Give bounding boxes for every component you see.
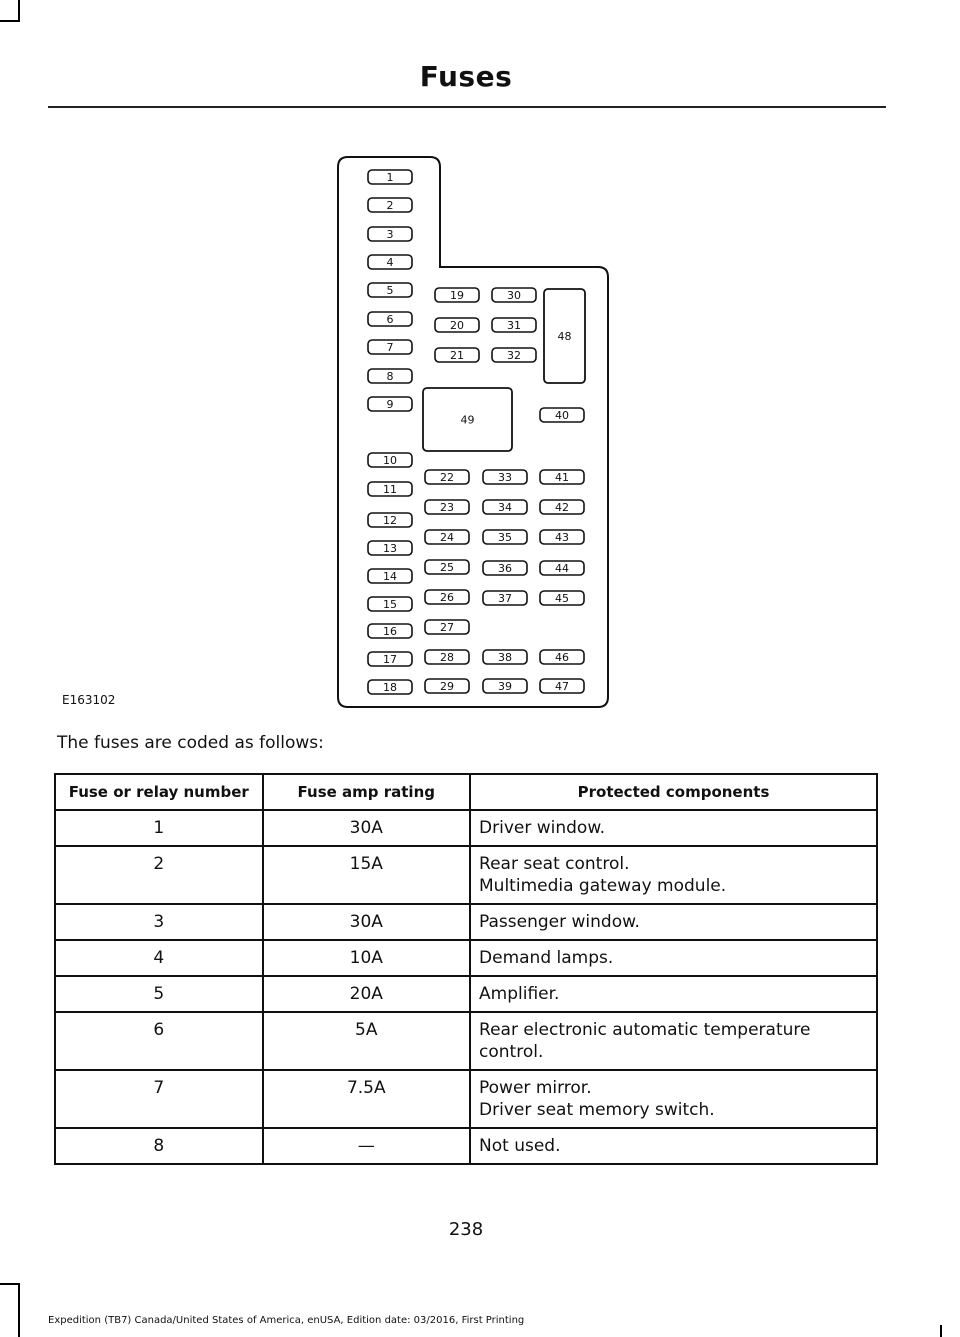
fuse-label: 13 [383, 542, 397, 555]
fuse-label: 5 [386, 284, 394, 297]
table-row [55, 810, 877, 846]
amp-rating-cell: 10A [263, 940, 470, 976]
fuse-label: 41 [555, 471, 569, 484]
fuse-slot [540, 470, 584, 484]
component-line: Not used. [479, 1136, 561, 1156]
fuse-slot [425, 679, 469, 693]
component-line: Demand lamps. [479, 948, 614, 968]
protected-components-cell [470, 940, 877, 976]
fuse-label: 2 [386, 199, 394, 212]
page-number: 238 [448, 1219, 484, 1240]
fuse-slot [368, 227, 412, 241]
table-row [55, 976, 877, 1012]
fuse-slot [368, 513, 412, 527]
crop-mark [18, 0, 20, 22]
fuse-slot [425, 620, 469, 634]
fuse-label: 40 [555, 409, 569, 422]
fuse-label: 32 [507, 349, 521, 362]
fuse-label: 44 [555, 562, 569, 575]
fuse-slot [540, 591, 584, 605]
fuse-slot [540, 408, 584, 422]
fuse-label: 15 [383, 598, 397, 611]
protected-components-cell [470, 976, 877, 1012]
fuse-label: 20 [450, 319, 464, 332]
fuse-label: 17 [383, 653, 397, 666]
component-line: Driver seat memory switch. [479, 1100, 715, 1120]
fuse-label: 21 [450, 349, 464, 362]
fuse-slot [368, 453, 412, 467]
fuse-label: 33 [498, 471, 512, 484]
fuse-slot [368, 597, 412, 611]
intro-text: The fuses are coded as follows: [57, 733, 324, 753]
fuse-label: 22 [440, 471, 454, 484]
fuse-slot [425, 560, 469, 574]
page-title: Fuses [419, 60, 513, 93]
fuse-slot [368, 397, 412, 411]
fuse-slot [540, 650, 584, 664]
fuse-slot [368, 569, 412, 583]
fuse-slot [492, 288, 536, 302]
fuse-label: 19 [450, 289, 464, 302]
fuse-label: 35 [498, 531, 512, 544]
fuse-label: 24 [440, 531, 454, 544]
crop-mark [0, 20, 20, 22]
protected-components-cell [470, 1128, 877, 1164]
component-line: Rear electronic automatic temperature control. [479, 1020, 811, 1062]
amp-rating-cell: 30A [263, 810, 470, 846]
fuse-number-cell: 5 [55, 976, 263, 1012]
fuse-slot [425, 590, 469, 604]
table-row [55, 1012, 877, 1070]
fuse-label: 9 [386, 398, 394, 411]
fuse-number-cell: 1 [55, 810, 263, 846]
table-row [55, 1070, 877, 1128]
amp-rating-cell: 20A [263, 976, 470, 1012]
fuse-number-cell: 4 [55, 940, 263, 976]
fuse-slot [368, 652, 412, 666]
amp-rating-cell: 30A [263, 904, 470, 940]
figure-id: E163102 [62, 693, 116, 707]
amp-rating-cell: 7.5A [263, 1070, 470, 1128]
fuse-label: 10 [383, 454, 397, 467]
table-header-row [55, 774, 877, 810]
protected-components-cell [470, 904, 877, 940]
column-header-components: Protected components [470, 774, 877, 810]
title-divider [48, 106, 886, 108]
fuse-label: 34 [498, 501, 512, 514]
fuse-box-diagram [336, 155, 612, 709]
fuse-label: 11 [383, 483, 397, 496]
fuse-slot [483, 561, 527, 575]
protected-components-cell [470, 1070, 877, 1128]
fuse-slot [492, 318, 536, 332]
fuse-slot [483, 679, 527, 693]
fuse-label: 23 [440, 501, 454, 514]
crop-mark [18, 1283, 20, 1337]
fuse-slot [368, 680, 412, 694]
fuse-slot [540, 679, 584, 693]
table-row [55, 940, 877, 976]
protected-components-cell [470, 846, 877, 904]
fuse-label: 31 [507, 319, 521, 332]
fuse-slot [435, 348, 479, 362]
fuse-label: 36 [498, 562, 512, 575]
fuse-label: 43 [555, 531, 569, 544]
fuse-number-cell: 7 [55, 1070, 263, 1128]
protected-components-cell [470, 1012, 877, 1070]
fuse-slot [425, 650, 469, 664]
fuse-label: 39 [498, 680, 512, 693]
fuse-slot [435, 318, 479, 332]
fuse-table [54, 773, 878, 1165]
fuse-slot [425, 530, 469, 544]
fuse-slot [368, 482, 412, 496]
relay-label: 48 [557, 330, 572, 343]
component-line: Multimedia gateway module. [479, 876, 727, 896]
fuse-label: 27 [440, 621, 454, 634]
fuse-slot [435, 288, 479, 302]
fuse-slot [425, 470, 469, 484]
fuse-label: 29 [440, 680, 454, 693]
fuse-label: 3 [386, 228, 394, 241]
table-row [55, 904, 877, 940]
fuse-number-cell: 2 [55, 846, 263, 904]
fuse-number-cell: 8 [55, 1128, 263, 1164]
amp-rating-cell: 15A [263, 846, 470, 904]
table-row [55, 846, 877, 904]
fuse-label: 26 [440, 591, 454, 604]
crop-mark [0, 1283, 20, 1285]
fuse-slot [368, 255, 412, 269]
column-header-amp: Fuse amp rating [263, 774, 470, 810]
fuse-label: 47 [555, 680, 569, 693]
component-line: Rear seat control. [479, 854, 630, 874]
component-line: Amplifier. [479, 984, 560, 1004]
fuse-slot [492, 348, 536, 362]
fuse-slot [540, 530, 584, 544]
amp-rating-cell: — [263, 1128, 470, 1164]
fuse-label: 46 [555, 651, 569, 664]
relay-slot [544, 289, 585, 383]
fuse-label: 38 [498, 651, 512, 664]
fuse-label: 16 [383, 625, 397, 638]
fuse-number-cell: 6 [55, 1012, 263, 1070]
fuse-slot [368, 170, 412, 184]
relay-label: 49 [460, 413, 475, 427]
fuse-slot [483, 500, 527, 514]
fuse-slot [368, 340, 412, 354]
fuse-slot [540, 561, 584, 575]
fuse-slot [540, 500, 584, 514]
component-line: Driver window. [479, 818, 606, 838]
fuse-slot [368, 283, 412, 297]
column-header-number: Fuse or relay number [55, 774, 263, 810]
fuse-label: 8 [386, 370, 394, 383]
fuse-label: 25 [440, 561, 454, 574]
fuse-number-cell: 3 [55, 904, 263, 940]
fuse-label: 12 [383, 514, 397, 527]
fuse-slot [483, 650, 527, 664]
fuse-slot [425, 500, 469, 514]
fuse-slot [368, 624, 412, 638]
fuse-label: 37 [498, 592, 512, 605]
relay-slot [423, 388, 512, 451]
fuse-label: 30 [507, 289, 521, 302]
fuse-label: 6 [386, 313, 394, 326]
fuse-label: 45 [555, 592, 569, 605]
fuse-slot [483, 470, 527, 484]
component-line: Passenger window. [479, 912, 640, 932]
table-row [55, 1128, 877, 1164]
footer-text: Expedition (TB7) Canada/United States of America, enUSA, Edition date: 03/2016, First Printing [48, 1315, 525, 1326]
fuse-slot [483, 591, 527, 605]
amp-rating-cell: 5A [263, 1012, 470, 1070]
fuse-slot [368, 198, 412, 212]
fuse-label: 28 [440, 651, 454, 664]
fuse-slot [368, 369, 412, 383]
fuse-slot [368, 312, 412, 326]
component-line: Power mirror. [479, 1078, 592, 1098]
protected-components-cell [470, 810, 877, 846]
crop-mark [940, 1325, 942, 1337]
fuse-label: 42 [555, 501, 569, 514]
fuse-label: 4 [386, 256, 394, 269]
fuse-label: 1 [386, 171, 394, 184]
fuse-label: 18 [383, 681, 397, 694]
fuse-slot [368, 541, 412, 555]
fuse-label: 7 [386, 341, 394, 354]
fuse-label: 14 [383, 570, 397, 583]
fuse-slot [483, 530, 527, 544]
